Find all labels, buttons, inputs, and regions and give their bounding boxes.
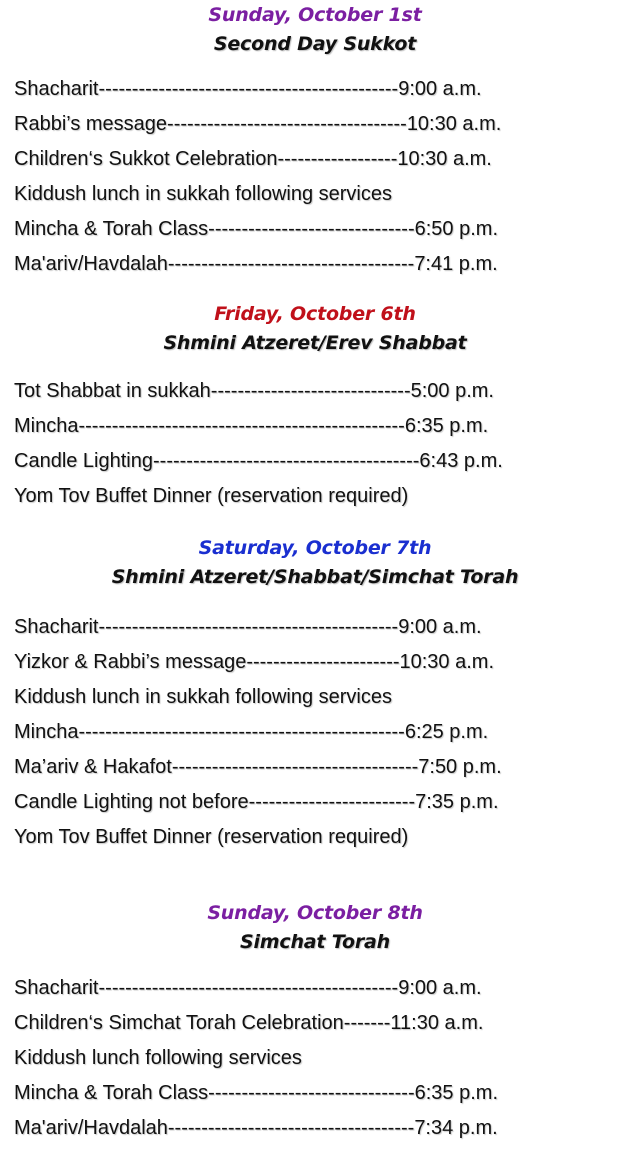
schedule-row: Yom Tov Buffet Dinner (reservation required) <box>14 485 409 507</box>
occasion-heading: Simchat Torah <box>240 931 390 953</box>
day-heading: Friday, October 6th <box>214 303 416 325</box>
schedule-row: Mincha-------------------------------------------------6:35 p.m. <box>14 415 489 437</box>
section-sunday-oct-8 <box>0 900 630 958</box>
section-saturday-oct-7 <box>0 535 630 593</box>
schedule-row: Children‘s Simchat Torah Celebration-------11:30 a.m. <box>14 1012 484 1034</box>
schedule-row: Shacharit---------------------------------------------9:00 a.m. <box>14 977 482 999</box>
schedule-row: Ma'ariv/Havdalah-------------------------------------7:34 p.m. <box>14 1117 498 1139</box>
schedule-row: Candle Lighting----------------------------------------6:43 p.m. <box>14 450 503 472</box>
schedule-row: Rabbi’s message------------------------------------10:30 a.m. <box>14 113 502 135</box>
schedule-row: Shacharit---------------------------------------------9:00 a.m. <box>14 78 482 100</box>
schedule-row: Tot Shabbat in sukkah------------------------------5:00 p.m. <box>14 380 494 402</box>
schedule-row: Kiddush lunch following services <box>14 1047 302 1069</box>
occasion-heading: Shmini Atzeret/Shabbat/Simchat Torah <box>111 566 519 588</box>
schedule-row: Mincha & Torah Class-------------------------------6:50 p.m. <box>14 218 499 240</box>
schedule-row: Kiddush lunch in sukkah following services <box>14 686 392 708</box>
occasion-heading: Second Day Sukkot <box>213 33 417 55</box>
schedule-row: Yom Tov Buffet Dinner (reservation required) <box>14 826 409 848</box>
section-sunday-oct-1 <box>0 2 630 60</box>
schedule-row: Kiddush lunch in sukkah following services <box>14 183 392 205</box>
schedule-row: Mincha & Torah Class-------------------------------6:35 p.m. <box>14 1082 499 1104</box>
occasion-heading: Shmini Atzeret/Erev Shabbat <box>163 332 467 354</box>
day-heading: Sunday, October 1st <box>208 4 422 26</box>
day-heading: Saturday, October 7th <box>198 537 432 559</box>
schedule-row: Shacharit---------------------------------------------9:00 a.m. <box>14 616 482 638</box>
schedule-row: Ma’ariv & Hakafot-------------------------------------7:50 p.m. <box>14 756 502 778</box>
schedule-row: Yizkor & Rabbi’s message-----------------------10:30 a.m. <box>14 651 495 673</box>
schedule-row: Candle Lighting not before-------------------------7:35 p.m. <box>14 791 499 813</box>
day-heading: Sunday, October 8th <box>207 902 423 924</box>
schedule-row: Mincha-------------------------------------------------6:25 p.m. <box>14 721 489 743</box>
section-friday-oct-6 <box>0 301 630 359</box>
schedule-row: Ma'ariv/Havdalah-------------------------------------7:41 p.m. <box>14 253 498 275</box>
schedule-row: Children‘s Sukkot Celebration------------------10:30 a.m. <box>14 148 492 170</box>
